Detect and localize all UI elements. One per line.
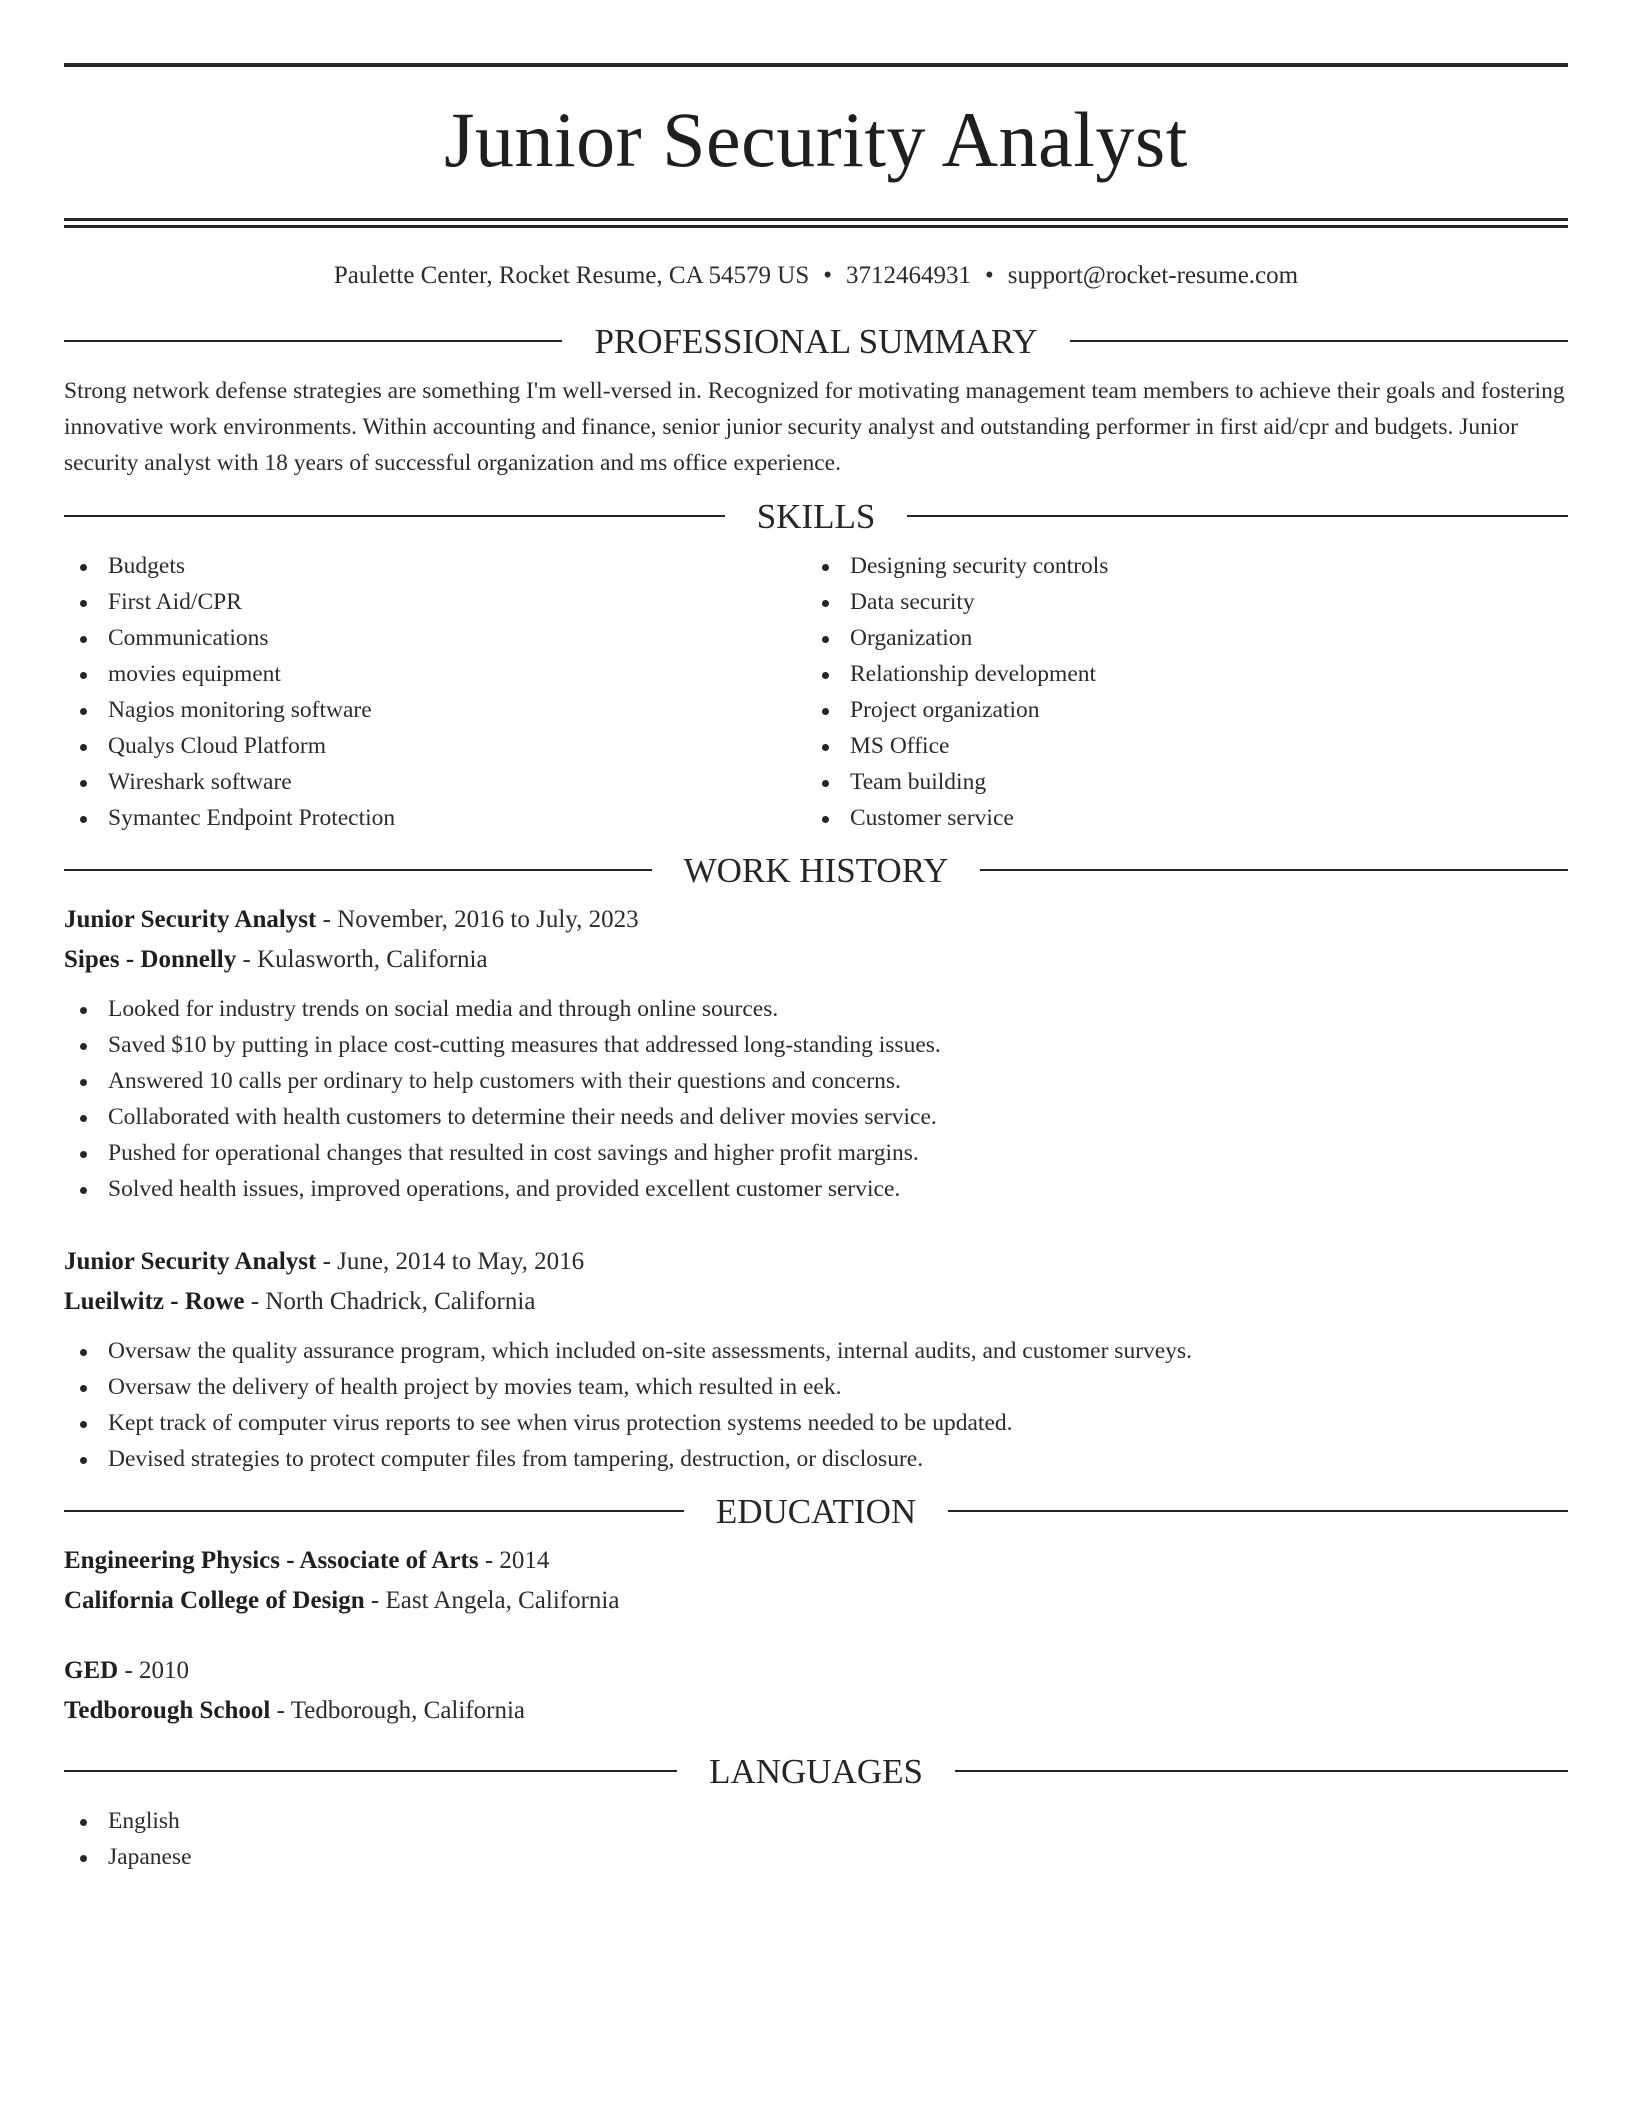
languages-list	[64, 1803, 1568, 1875]
education-heading: EDUCATION	[715, 1491, 917, 1531]
skill-item: Designing security controls	[806, 548, 1548, 584]
contact-email: support@rocket-resume.com	[1007, 262, 1299, 289]
contact-separator: •	[985, 262, 994, 289]
languages-heading: LANGUAGES	[709, 1751, 923, 1791]
heading-rule-right	[1070, 340, 1568, 342]
job-bullet: Devised strategies to protect computer files from tampering, destruction, or disclosure.	[64, 1441, 1568, 1477]
education-degree: Engineering Physics - Associate of Arts	[64, 1547, 479, 1574]
education-section-heading	[64, 1493, 1568, 1529]
heading-rule-right	[955, 1770, 1568, 1772]
language-item: English	[64, 1803, 1568, 1839]
job-dates: - June, 2014 to May, 2016	[316, 1248, 585, 1275]
skill-item: Team building	[806, 764, 1548, 800]
job-entry	[64, 1242, 1568, 1477]
education-school: Tedborough School	[64, 1697, 271, 1724]
heading-rule-left	[64, 1510, 684, 1512]
education-year: - 2014	[478, 1547, 550, 1574]
skills-grid	[64, 548, 1568, 836]
job-bullet: Saved $10 by putting in place cost-cutting measures that addressed long-standing issues.	[64, 1027, 1568, 1063]
work-heading: WORK HISTORY	[683, 850, 949, 890]
education-entry	[64, 1651, 1568, 1731]
skill-item: Customer service	[806, 800, 1548, 836]
job-bullet: Solved health issues, improved operations, and provided excellent customer service.	[64, 1171, 1568, 1207]
job-company: Sipes - Donnelly	[64, 946, 237, 973]
summary-section-heading	[64, 323, 1568, 359]
job-bullet: Looked for industry trends on social media and through online sources.	[64, 991, 1568, 1027]
education-school: California College of Design	[64, 1587, 365, 1614]
summary-heading: PROFESSIONAL SUMMARY	[594, 321, 1038, 361]
job-bullet: Pushed for operational changes that resulted in cost savings and higher profit margins.	[64, 1135, 1568, 1171]
skill-item: Data security	[806, 584, 1548, 620]
job-title-line	[64, 900, 1568, 940]
job-entry	[64, 900, 1568, 1207]
job-bullet: Collaborated with health customers to determine their needs and deliver movies service.	[64, 1099, 1568, 1135]
job-bullets	[64, 991, 1568, 1207]
resume-page	[64, 0, 1568, 1875]
job-location: - Kulasworth, California	[236, 946, 488, 973]
job-dates: - November, 2016 to July, 2023	[316, 906, 639, 933]
heading-rule-left	[64, 515, 725, 517]
contact-phone: 3712464931	[846, 262, 972, 289]
education-school-line	[64, 1691, 1568, 1731]
education-degree: GED	[64, 1657, 119, 1684]
skill-item: Budgets	[64, 548, 806, 584]
job-title-line	[64, 1242, 1568, 1282]
education-school-line	[64, 1581, 1568, 1621]
languages-section-heading	[64, 1753, 1568, 1789]
heading-rule-left	[64, 869, 652, 871]
language-item: Japanese	[64, 1839, 1568, 1875]
summary-text: Strong network defense strategies are something I'm well-versed in. Recognized for motivating management team members to achieve their goals and fostering innovative work environments. Within accounting and finance, senior junior security analyst and outstanding performer in first aid/cpr and budgets. Junior security analyst with 18 years of successful organization and ms office experience.	[64, 378, 1565, 476]
job-title: Junior Security Analyst	[64, 1248, 317, 1275]
education-location: - Tedborough, California	[270, 1697, 526, 1724]
skills-heading: SKILLS	[756, 496, 876, 536]
heading-rule-left	[64, 1770, 677, 1772]
skill-item: Communications	[64, 620, 806, 656]
skill-item: First Aid/CPR	[64, 584, 806, 620]
heading-rule-right	[907, 515, 1568, 517]
contact-separator: •	[823, 262, 833, 289]
job-bullet: Answered 10 calls per ordinary to help customers with their questions and concerns.	[64, 1063, 1568, 1099]
job-company-line	[64, 1282, 1568, 1322]
title-double-rule	[64, 218, 1568, 228]
job-bullets	[64, 1333, 1568, 1477]
education-degree-line	[64, 1651, 1568, 1691]
job-company-line	[64, 940, 1568, 980]
education-entry	[64, 1541, 1568, 1621]
skill-item: Relationship development	[806, 656, 1548, 692]
job-bullet: Oversaw the quality assurance program, which included on-site assessments, internal audits, and customer surveys.	[64, 1333, 1568, 1369]
heading-rule-left	[64, 340, 562, 342]
skill-item: Nagios monitoring software	[64, 692, 806, 728]
resume-title: Junior Security Analyst	[444, 96, 1188, 183]
education-year: - 2010	[118, 1657, 190, 1684]
top-rule	[64, 63, 1568, 67]
skills-list-left	[64, 548, 806, 836]
skill-item: Project organization	[806, 692, 1548, 728]
skill-item: MS Office	[806, 728, 1548, 764]
skills-section-heading	[64, 498, 1568, 534]
heading-rule-right	[948, 1510, 1568, 1512]
work-section-heading	[64, 852, 1568, 888]
job-company: Lueilwitz - Rowe	[64, 1288, 245, 1315]
education-location: - East Angela, California	[364, 1587, 620, 1614]
skills-list-right	[806, 548, 1548, 836]
job-bullet: Oversaw the delivery of health project by movies team, which resulted in eek.	[64, 1369, 1568, 1405]
education-degree-line	[64, 1541, 1568, 1581]
heading-rule-right	[980, 869, 1568, 871]
job-bullet: Kept track of computer virus reports to see when virus protection systems needed to be updated.	[64, 1405, 1568, 1441]
job-title: Junior Security Analyst	[64, 906, 317, 933]
skill-item: Wireshark software	[64, 764, 806, 800]
skill-item: Symantec Endpoint Protection	[64, 800, 806, 836]
skill-item: movies equipment	[64, 656, 806, 692]
job-location: - North Chadrick, California	[244, 1288, 536, 1315]
contact-address: Paulette Center, Rocket Resume, CA 54579 US	[333, 262, 810, 289]
skill-item: Qualys Cloud Platform	[64, 728, 806, 764]
skill-item: Organization	[806, 620, 1548, 656]
contact-line	[64, 263, 1568, 288]
